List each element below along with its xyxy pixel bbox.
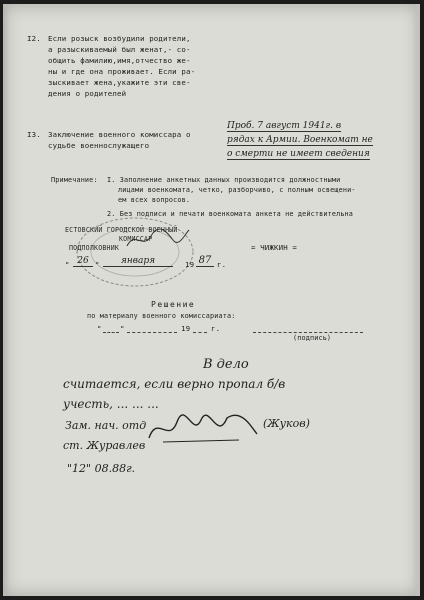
decision-title: Решение: [151, 300, 196, 309]
date-year: 87: [196, 255, 214, 267]
handwritten-line: В дело: [203, 357, 249, 372]
signature-caption: (подпись): [293, 334, 332, 342]
item12-line: дения о родителей: [48, 89, 127, 98]
handwritten-line: ст. Журавлев: [63, 439, 146, 452]
decision-subtitle: по материалу военного комиссариата:: [87, 312, 236, 320]
handwritten-line: учесть, ... ... ...: [63, 397, 159, 411]
decision-day-line: [103, 332, 119, 333]
item13-line: судьбе военнослужащего: [48, 141, 150, 150]
item12-line: общить фамилию,имя,отчество же-: [48, 56, 191, 65]
note-item: ем всех вопросов.: [118, 196, 191, 204]
date-year-prefix: 19: [185, 260, 195, 269]
handwritten-line: "12" 08.88г.: [67, 462, 136, 475]
commissar-signature-icon: [123, 226, 193, 254]
stamp-line: ПОДПОЛКОВНИК: [69, 244, 120, 252]
handwritten-line: Зам. нач. отд: [65, 419, 147, 432]
date-month: января: [103, 256, 173, 267]
handwritten-line: считается, если верно пропал б/в: [63, 377, 286, 391]
item13-line: Заключение военного комиссара о: [48, 130, 191, 139]
decision-year-suffix: г.: [211, 324, 221, 333]
stamp-line: ЕСТОВСКИЙ ГОРОДСКОЙ ВОЕННЫЙ: [65, 226, 178, 234]
paper-edge-shadow: [3, 4, 9, 596]
paper-edge-shadow: [412, 4, 420, 596]
officer-signature-icon: [143, 408, 263, 450]
item13-handwritten-line: Проб. 7 август 1941г. в: [227, 121, 342, 131]
date-year-suffix: г.: [217, 260, 227, 269]
handwritten-signer: (Жуков): [263, 417, 310, 430]
note-item: I. Заполнение анкетных данных производится должностными: [107, 176, 341, 184]
date-open-quote: ": [65, 260, 70, 269]
item12-line: зыскивает жена,укажите эти све-: [48, 78, 191, 87]
commissar-name: = ЧИЖКИН =: [251, 243, 297, 252]
item12-number: I2.: [27, 34, 41, 43]
note-item: 2. Без подписи и печати военкомата анкета не действительна: [107, 210, 354, 218]
decision-year-line: [193, 332, 207, 333]
decision-date-open-quote: ": [97, 324, 102, 333]
item13-number: I3.: [27, 130, 41, 139]
decision-signature-line: [253, 332, 363, 333]
item13-handwritten-line: рядах к Армии. Военкомат не: [227, 135, 373, 145]
note-item: лицами военкомата, четко, разборчиво, с полным освещени-: [118, 186, 356, 194]
item13-handwritten-line: о смерти не имеет сведения: [227, 149, 370, 159]
date-day: 26: [73, 256, 93, 267]
item12-line: ны и где она проживает. Если ра-: [48, 67, 196, 76]
item12-line: а разыскиваемый был женат,- со-: [48, 45, 191, 54]
date-close-quote: ": [95, 260, 100, 269]
stamp-line: КОМИССАР: [119, 235, 153, 243]
decision-date-close-quote: ": [120, 324, 125, 333]
decision-month-line: [127, 332, 177, 333]
item12-line: Если розыск возбудили родители,: [48, 34, 191, 43]
note-label: Примечание:: [51, 176, 98, 184]
archive-document-page: [3, 4, 420, 596]
decision-year-prefix: 19: [181, 324, 191, 333]
